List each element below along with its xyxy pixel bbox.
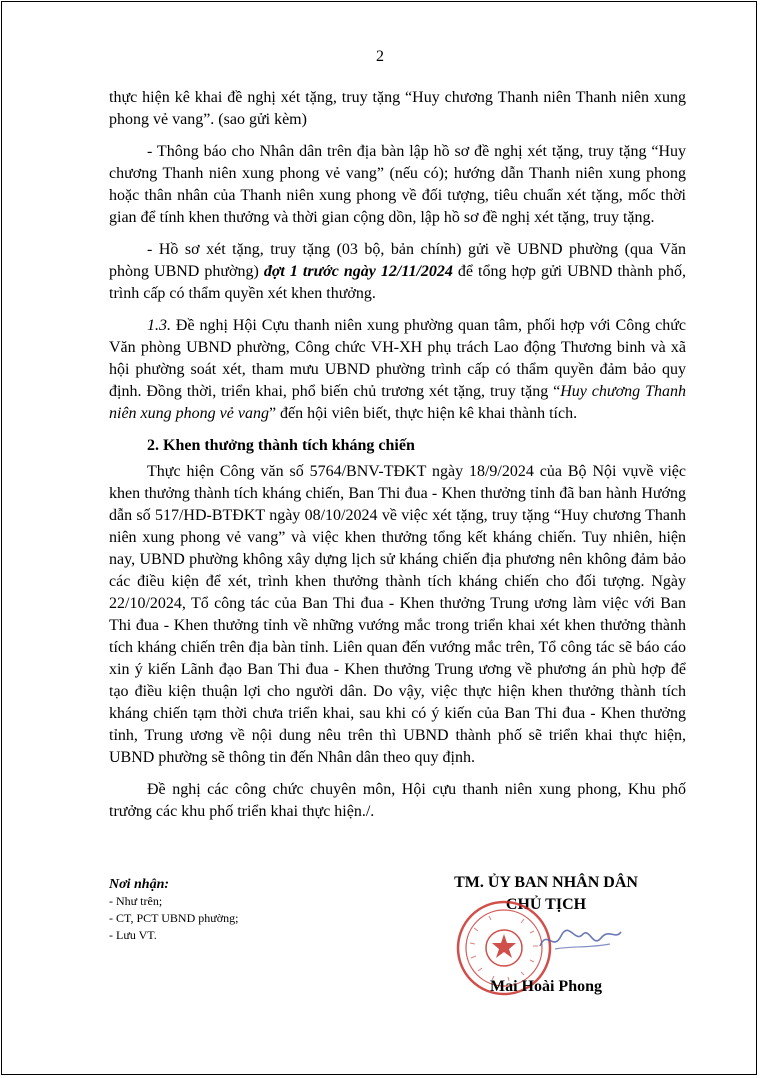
- deadline-text: đợt 1 trước ngày 12/11/2024: [263, 263, 453, 280]
- recipient-item: - CT, PCT UBND phường;: [109, 911, 239, 925]
- recipients-title: Nơi nhận:: [109, 877, 170, 892]
- paragraph-3-text-a: - Hồ sơ xét tặng, truy tặng (03 bộ, bản chính) gửi về UBND phường (qua Văn phòng UBND phường): [109, 241, 686, 280]
- section-heading-2: 2. Khen thưởng thành tích kháng chiến: [147, 437, 415, 454]
- recipients-block: [109, 876, 238, 944]
- paragraph-6: Đề nghị các công chức chuyên môn, Hội cựu thanh niên xung phong, Khu phố trưởng các khu phố triển khai thực hiện./.: [109, 781, 686, 820]
- paragraph-1: thực hiện kê khai đề nghị xét tặng, truy tặng “Huy chương Thanh niên Thanh niên xung phong vẻ vang”. (sao gửi kèm): [109, 89, 686, 128]
- recipient-item: - Như trên;: [109, 894, 163, 908]
- signer-name: Mai Hoài Phong: [489, 978, 602, 995]
- paragraph-4-text-c: ” đến hội viên biết, thực hiện kê khai thành tích.: [268, 405, 578, 422]
- handwritten-signature-icon: [535, 924, 625, 954]
- paragraph-4: [109, 315, 686, 425]
- medal-name: Huy chương Thanh niên xung phong vẻ vang: [109, 383, 686, 422]
- signer-organization: TM. ỦY BAN NHÂN DÂN: [454, 874, 638, 891]
- paragraph-3-text-c: để tổng hợp gửi UBND thành phố, trình cấp có thẩm quyền xét khen thưởng.: [109, 263, 687, 302]
- paragraph-4-text-a: Đề nghị Hội Cựu thanh niên xung phường quan tâm, phối hợp với Công chức Văn phòng UBND phường, Công chức VH-XH phụ trách Lao động Thương binh và xã hội phường soát xét, tham mưu UBND phường trình cấp có thẩm quyền đảm bảo quy định. Đồng thời, triển khai, phổ biến chủ trương xét tặng, truy tặng “: [109, 317, 686, 400]
- paragraph-2: - Thông báo cho Nhân dân trên địa bàn lập hồ sơ đề nghị xét tặng, truy tặng “Huy chương Thanh niên xung phong vẻ vang” (nếu có); hướng dẫn Thanh niên xung phong hoặc thân nhân của Thanh niên xung phong về đối tượng, tiêu chuẩn xét tặng, mốc thời gian để tính khen thưởng và thời gian cộng dồn, lập hồ sơ đề nghị xét tặng, truy tặng.: [109, 143, 686, 226]
- signer-role: CHỦ TỊCH: [505, 896, 587, 913]
- paragraph-5: Thực hiện Công văn số 5764/BNV-TĐKT ngày 18/9/2024 của Bộ Nội vụvề việc khen thưởng thành tích kháng chiến, Ban Thi đua - Khen thưởng tỉnh đã ban hành Hướng dẫn số 517/HD-BTĐKT ngày 08/10/2024 về việc xét tặng, truy tặng “Huy chương Thanh niên xung phong vẻ vang” và việc khen thưởng tổng kết kháng chiến. Tuy nhiên, hiện nay, UBND phường không xây dựng lịch sử kháng chiến địa phương nên không đảm bảo các điều kiện để xét, trình khen thưởng thành tích kháng chiến cho đối tượng. Ngày 22/10/2024, Tổ công tác của Ban Thi đua - Khen thưởng Trung ương làm việc với Ban Thi đua - Khen thưởng tỉnh về những vướng mắc trong triển khai xét khen thưởng thành tích kháng chiến trên địa bàn tỉnh. Liên quan đến vướng mắc trên, Tổ công tác sẽ báo cáo xin ý kiến Lãnh đạo Ban Thi đua - Khen thưởng Trung ương về phương án phù hợp để tạo điều kiện thuận lợi cho người dân. Do vậy, việc thực hiện khen thưởng thành tích kháng chiến tạm thời chưa triển khai, sau khi có ý kiến của Ban Thi đua - Khen thưởng tỉnh, Trung ương về nội dung nêu trên thì UBND thành phố sẽ triển khai thực hiện, UBND phường sẽ thông tin đến Nhân dân theo quy định.: [109, 463, 686, 766]
- paragraph-3: [109, 239, 686, 305]
- page-number: 2: [376, 48, 384, 65]
- section-number-1-3: 1.3.: [147, 317, 171, 334]
- signature-block: [420, 872, 672, 995]
- document-body: [109, 87, 686, 833]
- recipient-item: - Lưu VT.: [109, 928, 157, 942]
